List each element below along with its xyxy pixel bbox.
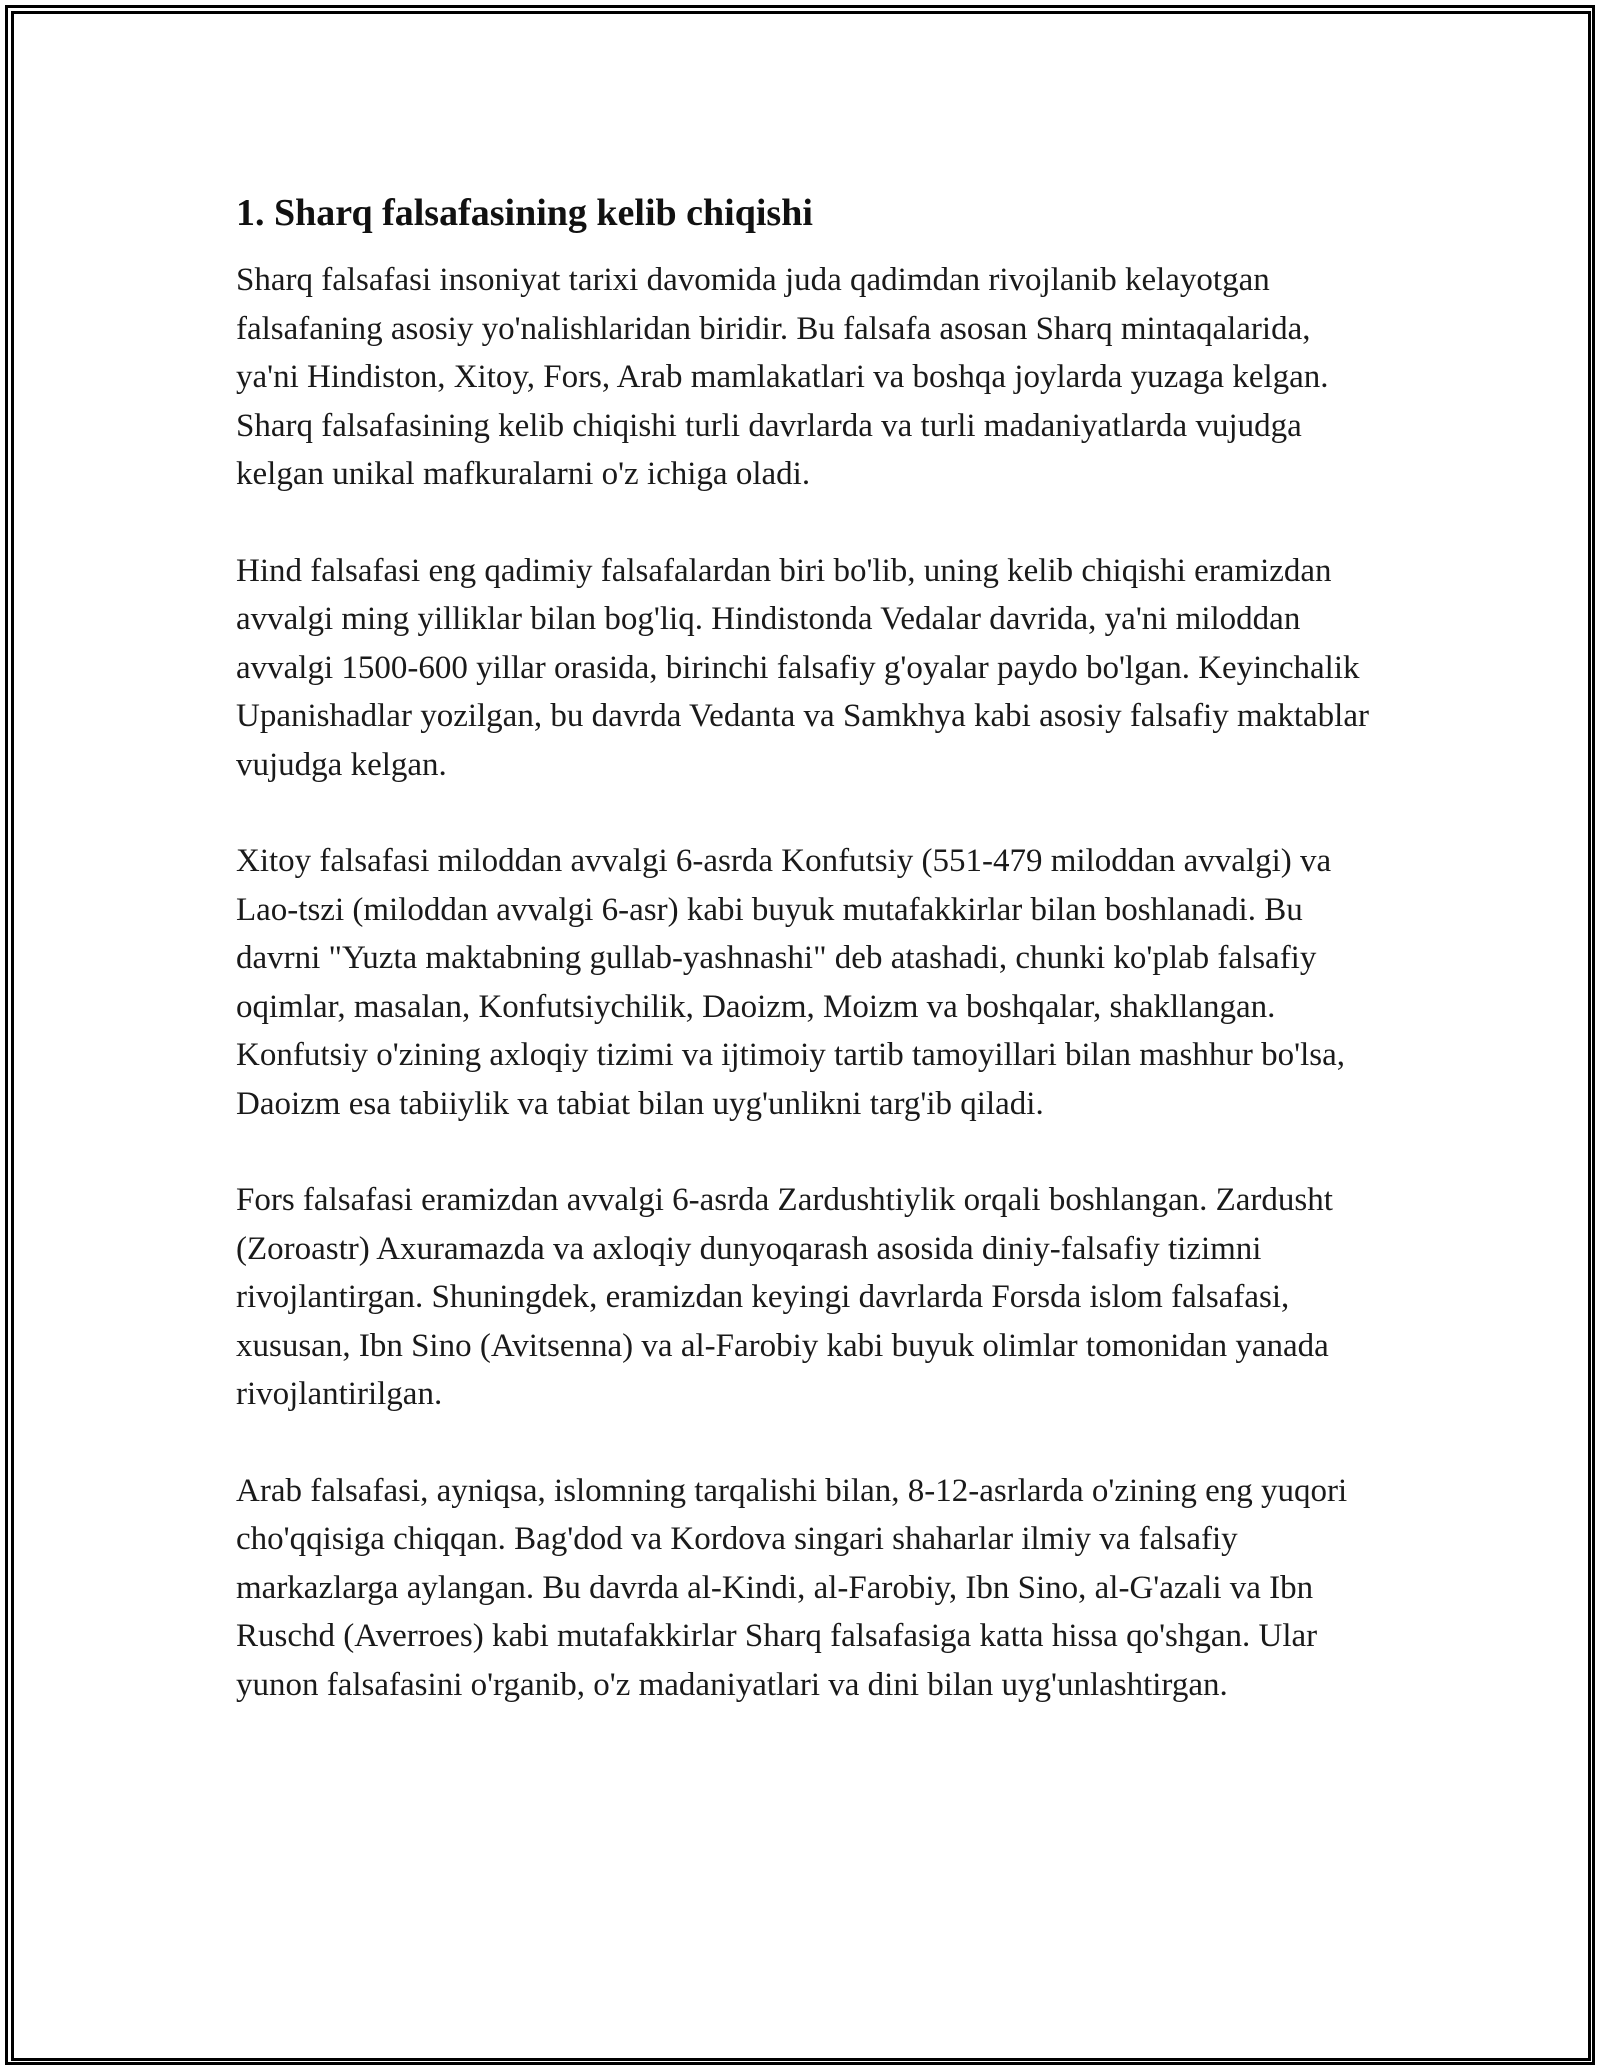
paragraph-intro: Sharq falsafasi insoniyat tarixi davomida juda qadimdan rivojlanib kelayotgan falsafaning asosiy yo'nalishlaridan biridir. Bu falsafa asosan Sharq mintaqalarida, ya'ni Hindiston, Xitoy, Fors, Arab mamlakatlari va boshqa joylarda yuzaga kelgan. Sharq falsafasining kelib chiqishi turli davrlarda va turli madaniyatlarda vujudga kelgan unikal mafkuralarni o'z ichiga oladi. [236,262,1329,492]
paragraph-chinese-philosophy: Xitoy falsafasi miloddan avvalgi 6-asrda Konfutsiy (551-479 miloddan avvalgi) va Lao-tszi (miloddan avvalgi 6-asr) kabi buyuk mutafakkirlar bilan boshlanadi. Bu davrni "Yuzta maktabning gullab-yashnashi" deb atashadi, chunki ko'plab falsafiy oqimlar, masalan, Konfutsiychilik, Daoizm, Moizm va boshqalar, shakllangan. Konfutsiy o'zining axloqiy tizimi va ijtimoiy tartib tamoyillari bilan mashhur bo'lsa, Daoizm esa tabiiylik va tabiat bilan uyg'unlikni targ'ib qiladi. [236,843,1345,1122]
section-heading: 1. Sharq falsafasining kelib chiqishi [236,192,813,234]
paragraph-arab-philosophy: Arab falsafasi, ayniqsa, islomning tarqalishi bilan, 8-12-asrlarda o'zining eng yuqori cho'qqisiga chiqqan. Bag'dod va Kordova singari shaharlar ilmiy va falsafiy markazlarga aylangan. Bu davrda al-Kindi, al-Farobiy, Ibn Sino, al-G'azali va Ibn Ruschd (Averroes) kabi mutafakkirlar Sharq falsafasiga katta hissa qo'shgan. Ular yunon falsafasini o'rganib, o'z madaniyatlari va dini bilan uyg'unlashtirgan. [236,1472,1348,1703]
document-body [236,186,1376,1757]
paragraph-persian-philosophy: Fors falsafasi eramizdan avvalgi 6-asrda Zardushtiylik orqali boshlangan. Zardusht (Zoroastr) Axuramazda va axloqiy dunyoqarash asosida diniy-falsafiy tizimni rivojlantirgan. Shuningdek, eramizdan keyingi davrlarda Forsda islom falsafasi, xususan, Ibn Sino (Avitsenna) va al-Farobiy kabi buyuk olimlar tomonidan yanada rivojlantirilgan. [236,1182,1333,1412]
paragraph-indian-philosophy: Hind falsafasi eng qadimiy falsafalardan biri bo'lib, uning kelib chiqishi eramizdan avvalgi ming yilliklar bilan bog'liq. Hindistonda Vedalar davrida, ya'ni miloddan avvalgi 1500-600 yillar orasida, birinchi falsafiy g'oyalar paydo bo'lgan. Keyinchalik Upanishadlar yozilgan, bu davrda Vedanta va Samkhya kabi asosiy falsafiy maktablar vujudga kelgan. [236,552,1369,783]
